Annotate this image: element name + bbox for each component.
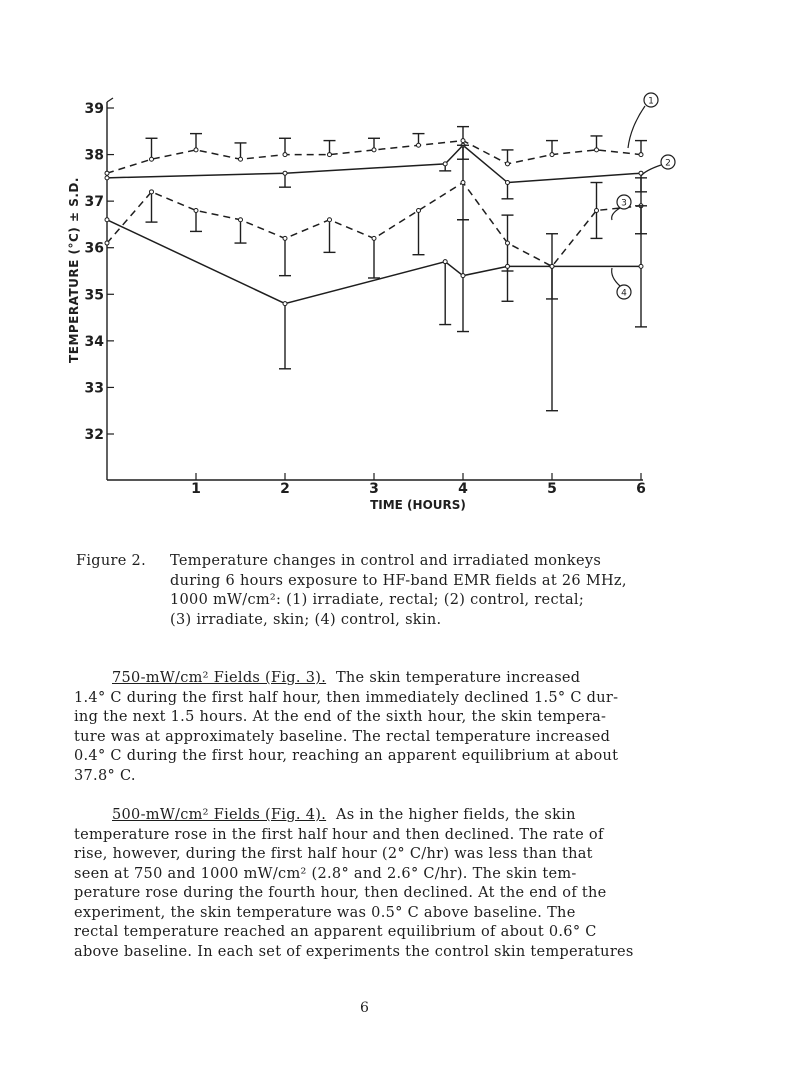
x-tick-label: 1 bbox=[191, 481, 201, 497]
y-tick-label: 32 bbox=[84, 427, 104, 443]
paragraph-line: experiment, the skin temperature was 0.5° C above baseline. The bbox=[74, 904, 576, 921]
data-point bbox=[194, 148, 198, 152]
data-point bbox=[105, 171, 109, 175]
caption-line: (3) irradiate, skin; (4) control, skin. bbox=[170, 611, 442, 628]
data-point bbox=[550, 264, 554, 268]
paragraph-text: The skin temperature increased bbox=[335, 670, 581, 686]
data-point bbox=[443, 260, 447, 264]
series-2-label: 2 bbox=[665, 158, 671, 169]
callout-leader bbox=[641, 165, 661, 176]
y-tick-label: 38 bbox=[84, 147, 104, 164]
x-tick-label: 2 bbox=[280, 481, 290, 497]
figure-caption bbox=[76, 552, 716, 630]
data-point bbox=[417, 143, 421, 147]
paragraph-line: ture was at approximately baseline. The rectal temperature increased bbox=[74, 728, 611, 745]
data-point bbox=[150, 157, 154, 161]
y-tick-label: 39 bbox=[84, 101, 104, 117]
paragraph-line: ing the next 1.5 hours. At the end of the sixth hour, the skin tempera- bbox=[74, 709, 607, 725]
data-point bbox=[506, 264, 510, 268]
data-point bbox=[328, 218, 332, 222]
caption-line: during 6 hours exposure to HF-band EMR fields at 26 MHz, bbox=[170, 572, 627, 589]
paragraph-line: seen at 750 and 1000 mW/cm² (2.8° and 2.6° C/hr). The skin tem- bbox=[74, 865, 577, 882]
paragraph-heading: 750-mW/cm² Fields (Fig. 3). bbox=[112, 670, 327, 686]
paragraph-line: temperature rose in the first half hour and then declined. The rate of bbox=[74, 826, 604, 843]
caption-line: Temperature changes in control and irradiated monkeys bbox=[170, 553, 602, 569]
data-point bbox=[283, 302, 287, 306]
data-point bbox=[283, 153, 287, 157]
y-tick-label: 34 bbox=[84, 333, 104, 350]
data-point bbox=[372, 148, 376, 152]
y-tick-label: 35 bbox=[84, 287, 104, 304]
data-point bbox=[595, 208, 599, 212]
x-tick-label: 5 bbox=[547, 481, 557, 497]
paragraph-line: 37.8° C. bbox=[74, 767, 136, 784]
data-point bbox=[194, 208, 198, 212]
data-point bbox=[595, 148, 599, 152]
data-point bbox=[506, 162, 510, 166]
data-point bbox=[239, 218, 243, 222]
y-axis-label: TEMPERATURE (°C) ± S.D. bbox=[67, 177, 81, 363]
data-point bbox=[506, 181, 510, 185]
page-number: 6 bbox=[360, 1000, 369, 1016]
paragraph-line: rectal temperature reached an apparent equilibrium of about 0.6° C bbox=[74, 924, 597, 940]
y-axis-cap bbox=[107, 98, 113, 102]
x-tick-label: 4 bbox=[458, 481, 468, 497]
data-point bbox=[239, 157, 243, 161]
paragraph-line: above baseline. In each set of experiments the control skin temperatures bbox=[74, 943, 634, 960]
y-tick-label: 33 bbox=[84, 380, 104, 397]
data-point bbox=[506, 241, 510, 245]
data-point bbox=[105, 176, 109, 180]
data-point bbox=[639, 264, 643, 268]
paragraph-500 bbox=[74, 806, 714, 962]
data-point bbox=[461, 274, 465, 278]
x-axis-label: TIME (HOURS) bbox=[370, 498, 466, 512]
paragraph-first-line bbox=[74, 669, 714, 689]
figure-caption-text bbox=[170, 552, 716, 630]
paragraph-line: rise, however, during the first half hour (2° C/hr) was less than that bbox=[74, 846, 593, 862]
series-3-label: 3 bbox=[621, 198, 627, 209]
series-1-label: 1 bbox=[648, 96, 654, 107]
data-point bbox=[372, 236, 376, 240]
paragraph-line: 1.4° C during the first half hour, then immediately declined 1.5° C dur- bbox=[74, 689, 619, 706]
caption-line: 1000 mW/cm²: (1) irradiate, rectal; (2) control, rectal; bbox=[170, 592, 585, 608]
data-point bbox=[443, 162, 447, 166]
series-4-label: 4 bbox=[621, 288, 627, 299]
data-point bbox=[639, 153, 643, 157]
data-point bbox=[328, 153, 332, 157]
paragraph-line: perature rose during the fourth hour, then declined. At the end of the bbox=[74, 885, 607, 901]
data-point bbox=[417, 208, 421, 212]
paragraph-heading: 500-mW/cm² Fields (Fig. 4). bbox=[112, 807, 327, 823]
data-point bbox=[550, 153, 554, 157]
y-tick-label: 37 bbox=[84, 194, 104, 211]
data-point bbox=[150, 190, 154, 194]
data-point bbox=[461, 139, 465, 143]
figure-number: Figure 2. bbox=[76, 553, 146, 569]
callout-leader bbox=[612, 208, 620, 220]
data-point bbox=[105, 218, 109, 222]
paragraph-text: As in the higher fields, the skin bbox=[335, 807, 576, 823]
data-point bbox=[283, 236, 287, 240]
data-point bbox=[461, 181, 465, 185]
data-point bbox=[105, 241, 109, 245]
x-tick-label: 6 bbox=[636, 481, 646, 497]
paragraph-750 bbox=[74, 669, 714, 786]
x-tick-label: 3 bbox=[369, 481, 379, 497]
temperature-chart bbox=[0, 0, 798, 530]
y-tick-label: 36 bbox=[84, 240, 104, 257]
callout-leader bbox=[612, 268, 620, 286]
paragraph-first-line bbox=[74, 806, 714, 826]
paragraph-line: 0.4° C during the first hour, reaching an apparent equilibrium at about bbox=[74, 748, 619, 764]
data-point bbox=[283, 171, 287, 175]
callout-leader bbox=[628, 106, 645, 148]
